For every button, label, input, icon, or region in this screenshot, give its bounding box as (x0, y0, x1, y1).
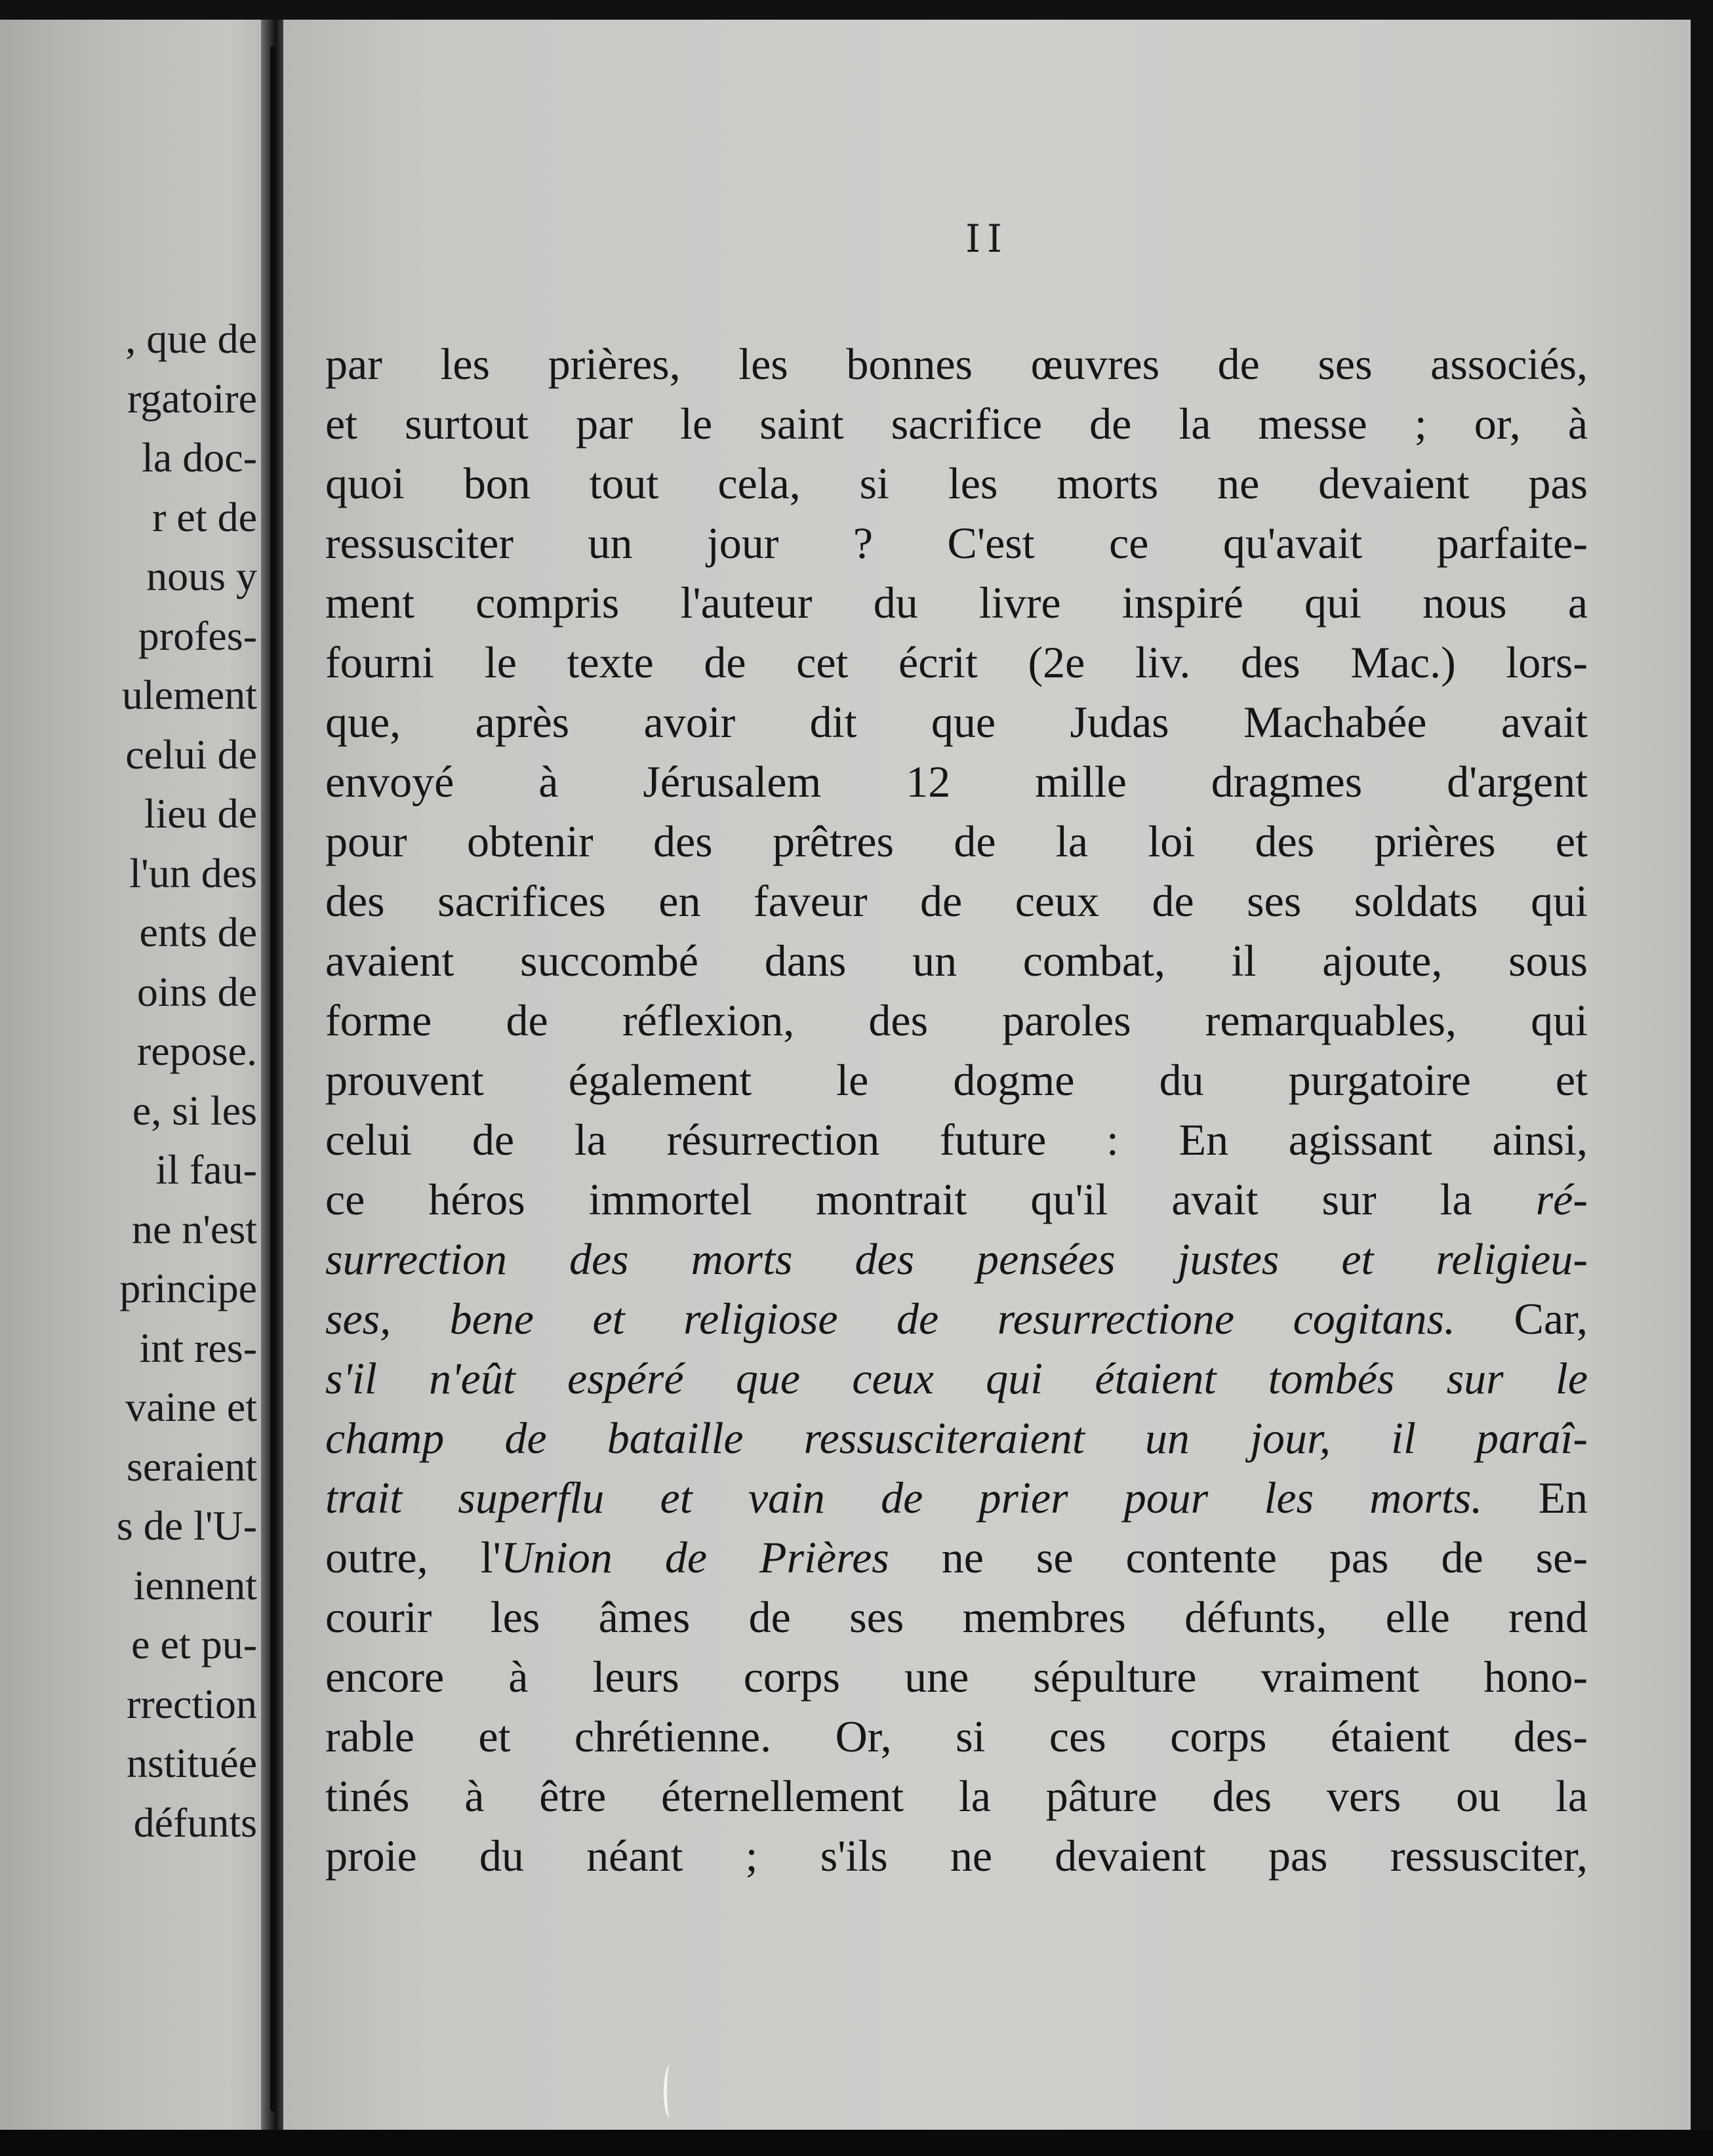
italic-text-span: surrection des morts des pensées justes et religieu- (325, 1234, 1588, 1284)
left-page-line: int res- (139, 1324, 257, 1371)
text-span: proie du néant ; s'ils ne devaient pas ressusciter, (325, 1831, 1588, 1881)
text-line (325, 633, 1588, 692)
left-page-fragment (0, 20, 269, 2131)
text-span: par les prières, les bonnes œuvres de ses associés, (325, 339, 1588, 389)
text-span: fourni le texte de cet écrit (2e liv. des Mac.) lors- (325, 637, 1588, 687)
text-line (325, 1050, 1588, 1110)
text-line (325, 1170, 1588, 1229)
left-page-line: celui de (125, 730, 257, 778)
left-page-line: ents de (139, 909, 257, 955)
left-page-line: la doc- (142, 434, 257, 481)
text-line (325, 513, 1588, 573)
text-span: outre, l' (325, 1532, 501, 1582)
italic-text-span: s'il n'eût espéré que ceux qui étaient tombés sur le (325, 1353, 1588, 1403)
gutter-tear (270, 46, 275, 2111)
left-page-line: lieu de (144, 790, 257, 837)
text-span: En (1482, 1473, 1588, 1523)
text-span: encore à leurs corps une sépulture vraiment hono- (325, 1652, 1588, 1702)
text-line (325, 1587, 1588, 1647)
left-page-line: principe (119, 1265, 257, 1311)
text-line (325, 692, 1588, 752)
left-page-line: nous y (146, 553, 257, 599)
text-line (325, 1289, 1588, 1349)
text-span: ce héros immortel montrait qu'il avait sur la (325, 1174, 1536, 1224)
text-line (325, 1468, 1588, 1528)
text-line (325, 1110, 1588, 1170)
text-line (325, 1707, 1588, 1767)
italic-text-span: ré- (1535, 1174, 1588, 1224)
text-span: et surtout par le saint sacrifice de la messe ; or, à (325, 399, 1588, 449)
text-span: tinés à être éternellement la pâture des vers ou la (325, 1771, 1588, 1821)
left-page-line: s de l'U- (116, 1502, 257, 1549)
text-line (325, 931, 1588, 991)
text-line (325, 394, 1588, 454)
left-page-line: ne n'est (131, 1205, 257, 1252)
page-number: II (965, 216, 1009, 261)
text-span: que, après avoir dit que Judas Machabée avait (325, 697, 1588, 747)
left-page-line: , que de (125, 315, 257, 362)
text-line (325, 334, 1588, 394)
left-page-line: nstituée (126, 1740, 257, 1786)
text-span: celui de la résurrection future : En agissant ainsi, (325, 1115, 1588, 1165)
text-span: Car, (1455, 1294, 1588, 1344)
text-line (325, 752, 1588, 812)
text-line (325, 1229, 1588, 1289)
left-page-line: défunts (133, 1799, 257, 1846)
left-page-line: e, si les (132, 1087, 257, 1134)
text-line (325, 1349, 1588, 1408)
italic-text-span: Union de Prières (500, 1532, 889, 1582)
italic-text-span: champ de bataille ressusciteraient un jour, il paraî- (325, 1413, 1588, 1463)
left-page-line: l'un des (129, 849, 257, 896)
text-span: pour obtenir des prêtres de la loi des prières et (325, 816, 1588, 866)
text-line (325, 1767, 1588, 1826)
text-line (325, 812, 1588, 871)
left-page-line: rrection (127, 1680, 257, 1727)
text-line (325, 1408, 1588, 1468)
text-span: rable et chrétienne. Or, si ces corps étaient des- (325, 1711, 1588, 1761)
text-span: ne se contente pas de se- (889, 1532, 1588, 1582)
left-page-line: iennent (133, 1561, 257, 1608)
left-page-line: profes- (138, 612, 257, 659)
text-line (325, 991, 1588, 1050)
text-span: forme de réflexion, des paroles remarquables, qui (325, 995, 1588, 1045)
text-line (325, 871, 1588, 931)
scan-border-bottom (0, 2130, 1713, 2156)
left-page-line: ulement (121, 671, 257, 718)
text-span: ressusciter un jour ? C'est ce qu'avait parfaite- (325, 518, 1588, 568)
text-line (325, 573, 1588, 633)
italic-text-span: trait superflu et vain de prier pour les morts. (325, 1473, 1483, 1523)
text-span: prouvent également le dogme du purgatoire et (325, 1055, 1588, 1105)
left-page-line: r et de (152, 493, 257, 540)
left-page-line: repose. (136, 1028, 257, 1074)
scan-smudge (664, 2066, 676, 2118)
text-span: envoyé à Jérusalem 12 mille dragmes d'argent (325, 757, 1588, 807)
scan-border-right (1691, 0, 1713, 2156)
main-page (283, 20, 1691, 2131)
left-page-line: e et pu- (131, 1621, 257, 1667)
text-span: quoi bon tout cela, si les morts ne devaient pas (325, 458, 1588, 508)
text-span: des sacrifices en faveur de ceux de ses soldats qui (325, 876, 1588, 926)
text-line (325, 1647, 1588, 1707)
left-page-line: oins de (136, 968, 257, 1015)
text-line (325, 1826, 1588, 1886)
left-page-line: il fau- (155, 1146, 257, 1193)
left-page-line: rgatoire (127, 374, 257, 422)
text-span: courir les âmes de ses membres défunts, elle rend (325, 1592, 1588, 1642)
body-text (325, 334, 1588, 1886)
italic-text-span: ses, bene et religiose de resurrectione cogitans. (325, 1294, 1456, 1344)
left-page-line: seraient (127, 1443, 257, 1490)
text-span: ment compris l'auteur du livre inspiré qui nous a (325, 578, 1588, 628)
text-line (325, 454, 1588, 513)
text-span: avaient succombé dans un combat, il ajoute, sous (325, 936, 1588, 986)
scan-border-top (0, 0, 1713, 20)
text-line (325, 1528, 1588, 1587)
left-page-line: vaine et (125, 1384, 257, 1430)
